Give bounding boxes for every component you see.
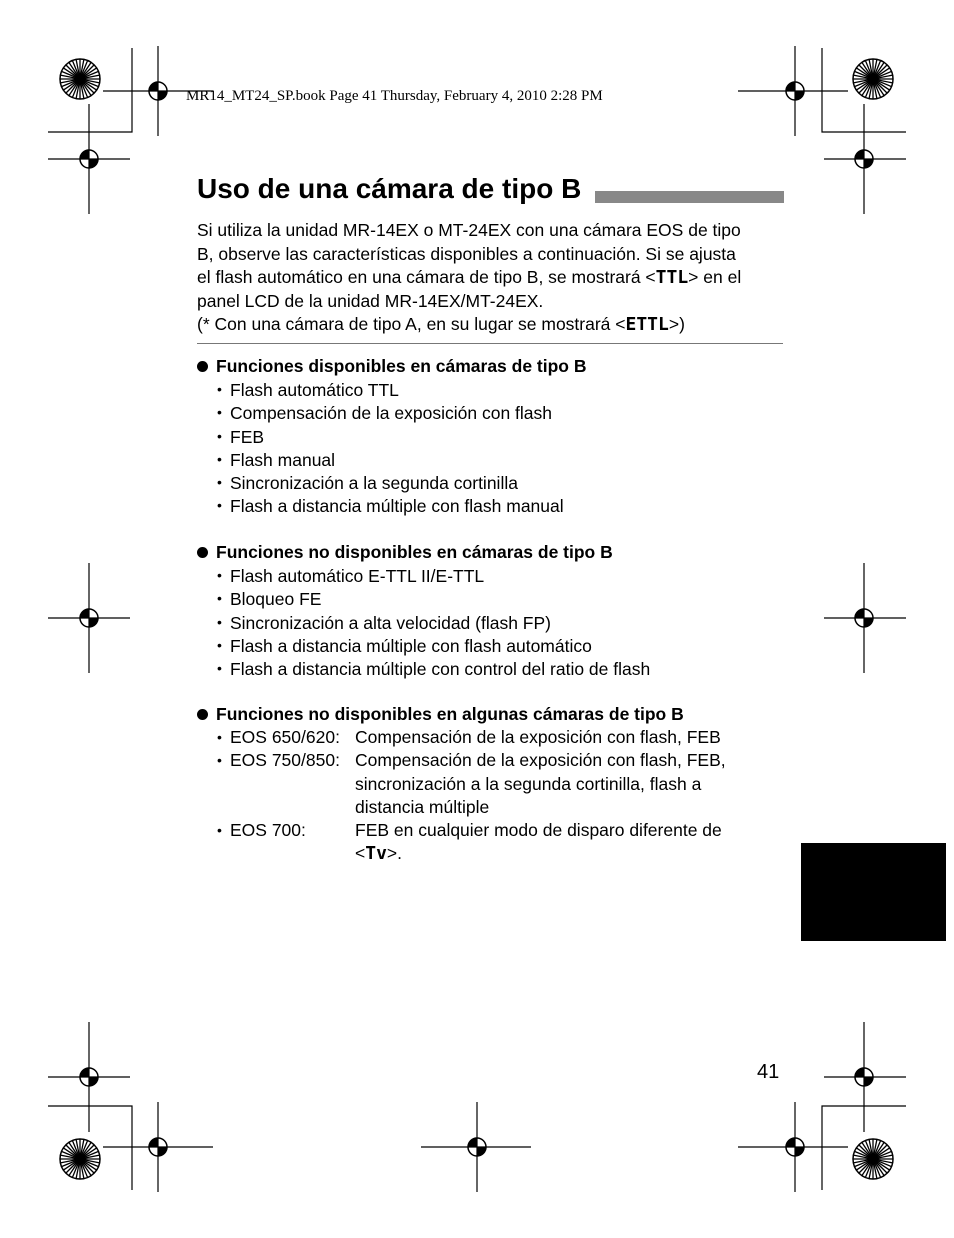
intro-line: B, observe las características disponibles a continuación. Si se ajusta (197, 243, 736, 264)
list-item: • Sincronización a la segunda cortinilla (217, 472, 518, 493)
book-header-info: MR14_MT24_SP.book Page 41 Thursday, February 4, 2010 2:28 PM (186, 88, 603, 104)
lcd-ttl-indicator: TTL (655, 267, 689, 288)
camera-model: EOS 700: (230, 820, 306, 840)
list-item: • Bloqueo FE (217, 589, 322, 610)
camera-model: EOS 750/850: (230, 750, 340, 771)
lcd-tv-indicator: Tv (365, 843, 387, 865)
page-number: 41 (757, 1061, 780, 1083)
list-item: • FEB (217, 426, 265, 447)
model-description: Compensación de la exposición con flash, FEB (355, 727, 721, 748)
section-available-functions (197, 355, 787, 517)
section-bullet-icon (197, 361, 208, 372)
list-item: • Flash automático TTL (217, 380, 399, 401)
page-title: Uso de una cámara de tipo B (197, 173, 582, 204)
section-model-specific (197, 703, 787, 865)
lcd-ettl-indicator: ETTL (625, 314, 669, 335)
list-item: • Flash a distancia múltiple con flash automático (217, 635, 592, 656)
list-item: • Flash automático E-TTL II/E-TTL (217, 566, 485, 587)
section-divider (197, 343, 783, 344)
intro-line: panel LCD de la unidad MR-14EX/MT-24EX. (197, 290, 544, 311)
section-heading: Funciones disponibles en cámaras de tipo B (197, 355, 787, 378)
intro-line: el flash automático en una cámara de tipo B, se mostrará <TTL> en el (197, 267, 742, 288)
section-unavailable-functions (197, 541, 787, 680)
list-item: • Flash a distancia múltiple con control del ratio de flash (217, 658, 651, 679)
model-row: • EOS 700: FEB en cualquier modo de disparo diferente de <Tv>. (197, 819, 787, 865)
section-heading: Funciones no disponibles en algunas cámaras de tipo B (197, 703, 787, 726)
intro-paragraph (197, 219, 787, 337)
camera-model: EOS 650/620: (230, 727, 340, 748)
model-row: • EOS 650/620: Compensación de la exposición con flash, FEB (197, 726, 787, 749)
section-bullet-icon (197, 709, 208, 720)
list-item: • Sincronización a alta velocidad (flash FP) (217, 612, 551, 633)
section-bullet-icon (197, 547, 208, 558)
list-item: • Flash manual (217, 449, 336, 470)
intro-line: Si utiliza la unidad MR-14EX o MT-24EX con una cámara EOS de tipo (197, 220, 741, 240)
model-row: • EOS 750/850: Compensación de la exposición con flash, FEB, sincronización a la segunda cortinilla, flash a distancia múltiple (197, 749, 787, 819)
title-decor-bar (595, 191, 784, 203)
list-item: • Flash a distancia múltiple con flash manual (217, 496, 564, 517)
list-item: • Compensación de la exposición con flash (217, 403, 552, 424)
chapter-thumb-tab (801, 843, 946, 941)
model-description: FEB en cualquier modo de disparo diferente de <Tv>. (355, 820, 722, 865)
model-description: Compensación de la exposición con flash, FEB, sincronización a la segunda cortinilla, flash a distancia múltiple (355, 750, 726, 817)
section-heading: Funciones no disponibles en cámaras de tipo B (197, 541, 787, 564)
intro-note: (* Con una cámara de tipo A, en su lugar se mostrará <ETTL>) (197, 314, 685, 335)
